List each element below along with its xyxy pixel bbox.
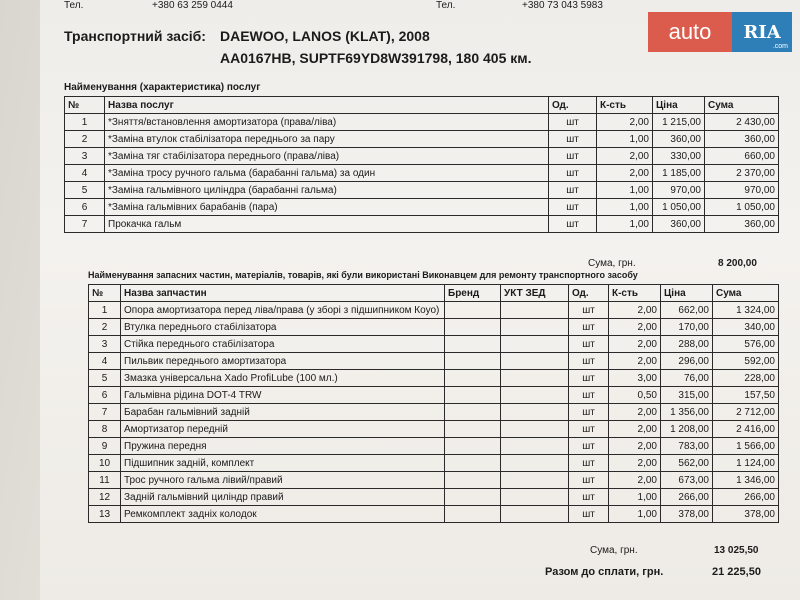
parts-cell-uktzed	[501, 472, 569, 489]
parts-cell-name: Барабан гальмівний задній	[121, 404, 445, 421]
services-row	[65, 114, 779, 131]
parts-cell-price: 266,00	[661, 489, 713, 506]
parts-cell-qty: 2,00	[609, 319, 661, 336]
parts-col-brand: Бренд	[445, 285, 501, 302]
services-cell-sum: 660,00	[705, 148, 779, 165]
services-cell-unit: шт	[549, 148, 597, 165]
services-cell-name: *Заміна гальмівних барабанів (пара)	[105, 199, 549, 216]
parts-cell-unit: шт	[569, 438, 609, 455]
logo-ria	[732, 12, 792, 52]
services-table	[64, 96, 779, 233]
parts-row	[89, 506, 779, 523]
services-cell-price: 970,00	[653, 182, 705, 199]
parts-cell-number: 10	[89, 455, 121, 472]
services-cell-unit: шт	[549, 199, 597, 216]
parts-cell-unit: шт	[569, 353, 609, 370]
parts-cell-sum: 228,00	[713, 370, 779, 387]
services-cell-qty: 1,00	[597, 216, 653, 233]
services-cell-unit: шт	[549, 165, 597, 182]
parts-cell-unit: шт	[569, 336, 609, 353]
parts-col-name: Назва запчастин	[121, 285, 445, 302]
parts-col-uktzed: УКТ ЗЕД	[501, 285, 569, 302]
services-cell-price: 330,00	[653, 148, 705, 165]
parts-cell-uktzed	[501, 387, 569, 404]
parts-cell-qty: 2,00	[609, 472, 661, 489]
parts-cell-brand	[445, 455, 501, 472]
parts-cell-sum: 1 566,00	[713, 438, 779, 455]
parts-cell-price: 562,00	[661, 455, 713, 472]
parts-cell-name: Задній гальмівний циліндр правий	[121, 489, 445, 506]
parts-cell-sum: 1 124,00	[713, 455, 779, 472]
services-row	[65, 199, 779, 216]
parts-cell-name: Ремкомплект задніх колодок	[121, 506, 445, 523]
services-cell-sum: 970,00	[705, 182, 779, 199]
parts-cell-name: Амортизатор передній	[121, 421, 445, 438]
parts-cell-qty: 1,00	[609, 489, 661, 506]
parts-row	[89, 353, 779, 370]
parts-cell-uktzed	[501, 438, 569, 455]
parts-cell-unit: шт	[569, 387, 609, 404]
vehicle-model: DAEWOO, LANOS (KLAT), 2008	[220, 28, 430, 44]
parts-col-qty: К-сть	[609, 285, 661, 302]
services-col-qty: К-сть	[597, 97, 653, 114]
parts-cell-brand	[445, 489, 501, 506]
parts-cell-number: 11	[89, 472, 121, 489]
parts-cell-name: Стійка переднього стабілізатора	[121, 336, 445, 353]
parts-cell-brand	[445, 319, 501, 336]
parts-cell-brand	[445, 353, 501, 370]
parts-cell-uktzed	[501, 370, 569, 387]
parts-cell-qty: 2,00	[609, 421, 661, 438]
parts-cell-number: 1	[89, 302, 121, 319]
parts-cell-name: Змазка універсальна Xado ProfiLube (100 мл.)	[121, 370, 445, 387]
parts-cell-qty: 1,00	[609, 506, 661, 523]
services-cell-name: Прокачка гальм	[105, 216, 549, 233]
services-cell-price: 1 215,00	[653, 114, 705, 131]
parts-row	[89, 489, 779, 506]
parts-col-price: Ціна	[661, 285, 713, 302]
services-cell-qty: 2,00	[597, 114, 653, 131]
parts-cell-number: 5	[89, 370, 121, 387]
parts-row	[89, 302, 779, 319]
phone-label-2: Тел.	[436, 0, 456, 11]
parts-cell-brand	[445, 421, 501, 438]
parts-cell-qty: 0,50	[609, 387, 661, 404]
parts-cell-qty: 2,00	[609, 302, 661, 319]
parts-cell-name: Опора амортизатора перед ліва/права (у зборі з підшипником Коуо)	[121, 302, 445, 319]
parts-cell-qty: 2,00	[609, 404, 661, 421]
services-cell-number: 7	[65, 216, 105, 233]
parts-cell-number: 13	[89, 506, 121, 523]
parts-cell-sum: 1 324,00	[713, 302, 779, 319]
parts-cell-brand	[445, 336, 501, 353]
services-cell-qty: 1,00	[597, 182, 653, 199]
parts-cell-brand	[445, 438, 501, 455]
parts-row	[89, 387, 779, 404]
parts-cell-price: 662,00	[661, 302, 713, 319]
services-cell-price: 1 050,00	[653, 199, 705, 216]
parts-row	[89, 404, 779, 421]
parts-cell-name: Підшипник задній, комплект	[121, 455, 445, 472]
parts-cell-uktzed	[501, 489, 569, 506]
parts-cell-brand	[445, 370, 501, 387]
parts-cell-number: 7	[89, 404, 121, 421]
services-header-row	[65, 97, 779, 114]
parts-cell-sum: 1 346,00	[713, 472, 779, 489]
autoria-logo	[648, 12, 792, 52]
services-cell-unit: шт	[549, 114, 597, 131]
services-cell-qty: 1,00	[597, 131, 653, 148]
parts-cell-uktzed	[501, 336, 569, 353]
parts-cell-unit: шт	[569, 404, 609, 421]
parts-cell-unit: шт	[569, 489, 609, 506]
services-cell-unit: шт	[549, 131, 597, 148]
services-row	[65, 148, 779, 165]
parts-row	[89, 370, 779, 387]
parts-row	[89, 455, 779, 472]
parts-row	[89, 438, 779, 455]
vehicle-label: Транспортний засіб:	[64, 28, 206, 44]
services-sum-value: 8 200,00	[718, 258, 757, 269]
services-cell-unit: шт	[549, 216, 597, 233]
services-cell-sum: 360,00	[705, 131, 779, 148]
services-cell-name: *Заміна тросу ручного гальма (барабанні гальма) за один	[105, 165, 549, 182]
parts-cell-sum: 576,00	[713, 336, 779, 353]
services-cell-name: *Заміна втулок стабілізатора переднього за пару	[105, 131, 549, 148]
parts-cell-number: 4	[89, 353, 121, 370]
parts-cell-qty: 2,00	[609, 353, 661, 370]
services-sum-label: Сума, грн.	[588, 258, 636, 269]
parts-cell-sum: 157,50	[713, 387, 779, 404]
services-cell-number: 4	[65, 165, 105, 182]
services-row	[65, 131, 779, 148]
parts-cell-number: 6	[89, 387, 121, 404]
parts-col-number: №	[89, 285, 121, 302]
services-col-sum: Сума	[705, 97, 779, 114]
parts-cell-brand	[445, 404, 501, 421]
parts-cell-price: 1 356,00	[661, 404, 713, 421]
services-col-name: Назва послуг	[105, 97, 549, 114]
parts-sum-label: Сума, грн.	[590, 545, 638, 556]
services-cell-qty: 2,00	[597, 148, 653, 165]
parts-cell-qty: 3,00	[609, 370, 661, 387]
logo-ria-text: RIA	[743, 21, 781, 43]
services-cell-sum: 2 430,00	[705, 114, 779, 131]
parts-cell-name: Трос ручного гальма лівий/правий	[121, 472, 445, 489]
parts-cell-brand	[445, 506, 501, 523]
parts-row	[89, 421, 779, 438]
parts-cell-price: 296,00	[661, 353, 713, 370]
parts-cell-number: 9	[89, 438, 121, 455]
phone-label-1: Тел.	[64, 0, 84, 11]
services-cell-number: 5	[65, 182, 105, 199]
parts-cell-brand	[445, 472, 501, 489]
parts-cell-price: 170,00	[661, 319, 713, 336]
parts-cell-price: 783,00	[661, 438, 713, 455]
parts-cell-name: Гальмівна рідина DOT-4 TRW	[121, 387, 445, 404]
parts-cell-price: 378,00	[661, 506, 713, 523]
phone-number-2: +380 73 043 5983	[522, 0, 603, 11]
services-cell-name: *Зняття/встановлення амортизатора (права/ліва)	[105, 114, 549, 131]
parts-cell-name: Пружина передня	[121, 438, 445, 455]
parts-cell-unit: шт	[569, 302, 609, 319]
services-row	[65, 165, 779, 182]
parts-sum-value: 13 025,50	[714, 545, 759, 556]
services-cell-number: 1	[65, 114, 105, 131]
services-cell-price: 1 185,00	[653, 165, 705, 182]
services-row	[65, 216, 779, 233]
parts-cell-price: 315,00	[661, 387, 713, 404]
parts-cell-sum: 2 416,00	[713, 421, 779, 438]
parts-col-unit: Од.	[569, 285, 609, 302]
parts-cell-qty: 2,00	[609, 438, 661, 455]
parts-row	[89, 319, 779, 336]
services-title: Найменування (характеристика) послуг	[64, 82, 261, 93]
services-cell-number: 3	[65, 148, 105, 165]
services-col-number: №	[65, 97, 105, 114]
parts-cell-unit: шт	[569, 506, 609, 523]
parts-cell-brand	[445, 302, 501, 319]
parts-title: Найменування запасних частин, матеріалів, товарів, які були використані Виконавцем для ремонту транспортного засобу	[88, 270, 638, 280]
parts-cell-name: Пильвик переднього амортизатора	[121, 353, 445, 370]
services-cell-number: 6	[65, 199, 105, 216]
services-row	[65, 182, 779, 199]
parts-cell-number: 3	[89, 336, 121, 353]
services-cell-price: 360,00	[653, 131, 705, 148]
logo-com-text: .com	[772, 43, 788, 50]
parts-cell-price: 673,00	[661, 472, 713, 489]
vehicle-plate-vin-mileage: AA0167HB, SUPTF69YD8W391798, 180 405 км.	[220, 50, 532, 66]
services-cell-sum: 1 050,00	[705, 199, 779, 216]
services-cell-name: *Заміна гальмівного циліндра (барабанні гальма)	[105, 182, 549, 199]
parts-row	[89, 472, 779, 489]
parts-cell-number: 2	[89, 319, 121, 336]
parts-cell-sum: 592,00	[713, 353, 779, 370]
parts-cell-price: 76,00	[661, 370, 713, 387]
services-cell-sum: 2 370,00	[705, 165, 779, 182]
parts-cell-price: 1 208,00	[661, 421, 713, 438]
services-cell-qty: 2,00	[597, 165, 653, 182]
parts-cell-uktzed	[501, 506, 569, 523]
services-col-unit: Од.	[549, 97, 597, 114]
parts-cell-sum: 378,00	[713, 506, 779, 523]
parts-header-row	[89, 285, 779, 302]
parts-cell-uktzed	[501, 455, 569, 472]
parts-table	[88, 284, 779, 523]
grand-total-value: 21 225,50	[712, 566, 761, 578]
parts-cell-name: Втулка переднього стабілізатора	[121, 319, 445, 336]
services-cell-number: 2	[65, 131, 105, 148]
services-cell-unit: шт	[549, 182, 597, 199]
grand-total-label: Разом до сплати, грн.	[545, 566, 664, 578]
parts-cell-unit: шт	[569, 421, 609, 438]
parts-cell-uktzed	[501, 404, 569, 421]
services-cell-sum: 360,00	[705, 216, 779, 233]
services-cell-price: 360,00	[653, 216, 705, 233]
parts-cell-qty: 2,00	[609, 455, 661, 472]
logo-auto: auto	[648, 12, 732, 52]
services-col-price: Ціна	[653, 97, 705, 114]
parts-cell-uktzed	[501, 353, 569, 370]
parts-cell-number: 12	[89, 489, 121, 506]
parts-cell-unit: шт	[569, 370, 609, 387]
parts-cell-number: 8	[89, 421, 121, 438]
parts-cell-uktzed	[501, 302, 569, 319]
parts-cell-sum: 2 712,00	[713, 404, 779, 421]
parts-cell-uktzed	[501, 319, 569, 336]
parts-cell-brand	[445, 387, 501, 404]
parts-cell-price: 288,00	[661, 336, 713, 353]
parts-cell-sum: 266,00	[713, 489, 779, 506]
parts-cell-unit: шт	[569, 319, 609, 336]
phone-number-1: +380 63 259 0444	[152, 0, 233, 11]
parts-cell-uktzed	[501, 421, 569, 438]
services-cell-qty: 1,00	[597, 199, 653, 216]
parts-cell-unit: шт	[569, 455, 609, 472]
parts-cell-unit: шт	[569, 472, 609, 489]
services-cell-name: *Заміна тяг стабілізатора переднього (права/ліва)	[105, 148, 549, 165]
parts-cell-qty: 2,00	[609, 336, 661, 353]
parts-cell-sum: 340,00	[713, 319, 779, 336]
parts-col-sum: Сума	[713, 285, 779, 302]
parts-row	[89, 336, 779, 353]
